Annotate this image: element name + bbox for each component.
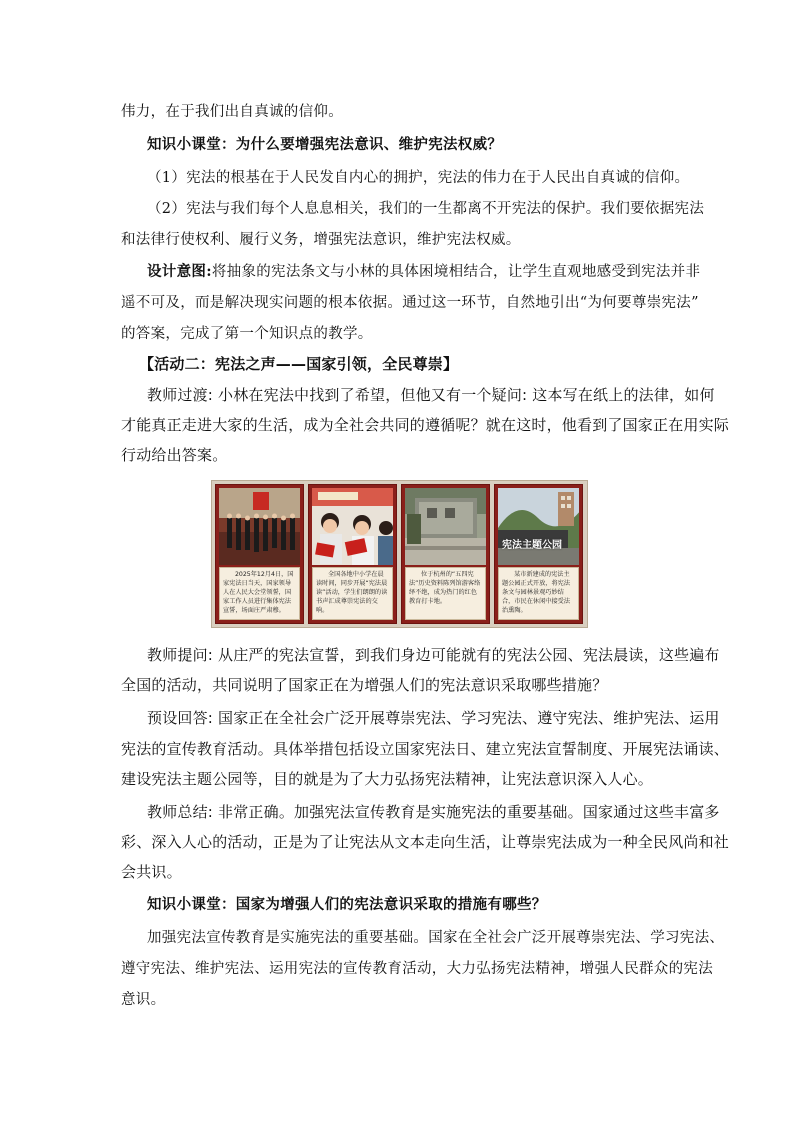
paragraph-line: 遵守宪法、维护宪法、运用宪法的宣传教育活动，大力弘扬宪法精神，增强人民群众的宪法 — [121, 961, 713, 977]
exhibition-hall-photo — [405, 488, 486, 565]
paragraph-line: 预设回答: 国家正在全社会广泛开展尊崇宪法、学习宪法、遵守宪法、维护宪法、运用 — [147, 709, 720, 727]
caption-oath: 2025年12月4日，国家宪法日当天，国家领导人在人民大会堂领誓，国家工作人员进行集体宪法宣誓，场面庄严肃穆。 — [219, 567, 300, 620]
paragraph-line: 宪法的宣传教育活动。具体举措包括设立国家宪法日、建立宪法宣誓制度、开展宪法诵读、 — [121, 740, 730, 758]
paragraph-line: 建设宪法主题公园等，目的就是为了大力弘扬宪法精神，让宪法意识深入人心。 — [121, 770, 654, 788]
paragraph-line: 教师过渡: 小林在宪法中找到了希望，但他又有一个疑问: 这本写在纸上的法律，如何 — [147, 386, 715, 404]
paragraph-line: 的答案，完成了第一个知识点的教学。 — [121, 326, 373, 342]
paragraph-line: 会共识。 — [121, 863, 182, 881]
paragraph-line: 行动给出答案。 — [121, 446, 228, 464]
paragraph-line: 意识。 — [121, 992, 166, 1008]
image-panel-exhibition — [401, 484, 490, 624]
image-panel-reading — [308, 484, 397, 624]
caption-reading: 全国各地中小学在晨读时间，同步开展“宪法晨读”活动，学生们朗朗的读书声汇成尊崇宪法的交响。 — [312, 567, 393, 620]
oath-ceremony-photo — [219, 488, 300, 565]
paragraph-line: 伟力，在于我们出自真诚的信仰。 — [121, 104, 343, 120]
paragraph-line: （2）宪法与我们每个人息息相关，我们的一生都离不开宪法的保护。我们要依据宪法 — [147, 201, 705, 217]
morning-reading-photo — [312, 488, 393, 565]
paragraph-line: 教师提问: 从庄严的宪法宣誓，到我们身边可能就有的宪法公园、宪法晨读，这些遍布 — [147, 646, 720, 664]
image-panel-park — [494, 484, 583, 624]
knowledge-heading-2: 知识小课堂：国家为增强人们的宪法意识采取的措施有哪些？ — [147, 896, 547, 913]
paragraph-line: （1）宪法的根基在于人民发自内心的拥护，宪法的伟力在于人民出自真诚的信仰。 — [147, 170, 690, 186]
constitution-park-photo — [498, 488, 579, 565]
activity-image-strip — [211, 480, 588, 628]
paragraph-line: 才能真正走进大家的生活，成为全社会共同的遵循呢？就在这时，他看到了国家正在用实际 — [121, 416, 730, 434]
design-intent-label: 设计意图: — [147, 263, 212, 280]
park-sign-text: 宪法主题公园 — [502, 540, 562, 551]
paragraph-line: 全国的活动，共同说明了国家正在为增强人们的宪法意识采取哪些措施？ — [121, 676, 608, 694]
caption-exhibition: 位于杭州的“五四宪法”历史资料陈列馆游客络绎不绝，成为热门的红色教育打卡地。 — [405, 567, 486, 620]
paragraph-line: 和法律行使权利、履行义务，增强宪法意识，维护宪法权威。 — [121, 232, 521, 248]
paragraph-line: 遥不可及，而是解决现实问题的根本依据。通过这一环节，自然地引出“为何要尊崇宪法” — [121, 295, 699, 311]
paragraph-line: 教师总结: 非常正确。加强宪法宣传教育是实施宪法的重要基础。国家通过这些丰富多 — [147, 803, 720, 821]
design-intent — [147, 262, 707, 282]
paragraph-line: 加强宪法宣传教育是实施宪法的重要基础。国家在全社会广泛开展尊崇宪法、学习宪法、 — [147, 930, 725, 946]
image-panel-oath — [215, 484, 304, 624]
caption-park: 某市新建成的宪法主题公园正式开放，将宪法条文与园林景观巧妙结合，市民在休闲中接受法治熏陶。 — [498, 567, 579, 620]
design-intent-text: 将抽象的宪法条文与小林的具体困境相结合，让学生直观地感受到宪法并非 — [211, 264, 701, 280]
activity-heading: 【活动二：宪法之声——国家引领，全民尊崇】 — [139, 355, 459, 373]
knowledge-heading-1: 知识小课堂：为什么要增强宪法意识、维护宪法权威？ — [147, 136, 503, 153]
paragraph-line: 彩、深入人心的活动，正是为了让宪法从文本走向生活，让尊崇宪法成为一种全民风尚和社 — [121, 833, 730, 851]
